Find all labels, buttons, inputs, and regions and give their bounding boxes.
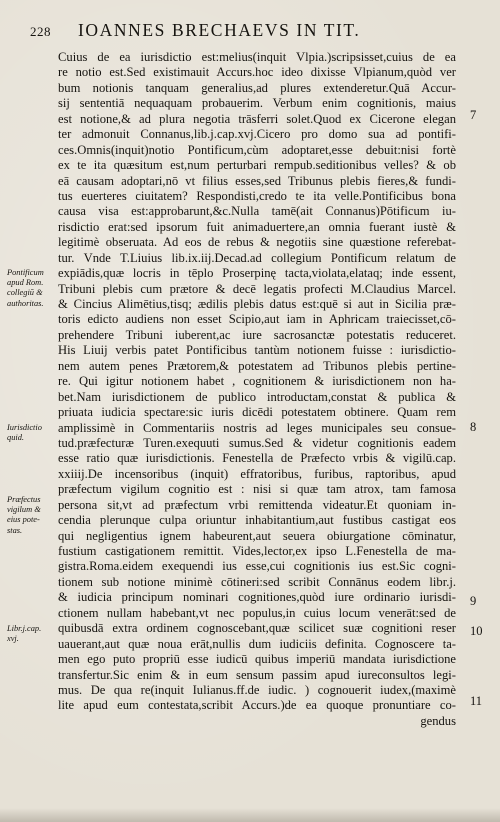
text-line: legitimè obseruata. Ad eos de rebus & negotiis sine quæstione referebat-: [58, 235, 456, 250]
text-line: His Liuij verbis patet Pontificibus tantùm notionem fuisse : iurisdictio-: [58, 343, 456, 358]
text-line: & iudicia principum nominari cognitiones,quòd iure ordinario iurisdi-: [58, 590, 456, 605]
margin-note-praefectus: [7, 495, 59, 536]
text-line: re notio est.Sed existimauit Accurs.hoc ideo dixisse Vlpianum,quòd ver: [58, 65, 456, 80]
main-text-block: [58, 50, 456, 729]
margin-note-line: Præfectus: [7, 495, 41, 504]
margin-note-pontificum: [7, 268, 59, 309]
text-line: men ego puto propriū esse iudicū quibus imperiū mandata iurisdictione: [58, 652, 456, 667]
text-line: risdictio erat:sed ipsorum fuit animaduertere,an omnia fuerant iustè &: [58, 219, 456, 234]
margin-note-line: eius pote-: [7, 515, 40, 525]
text-line: fustium castigationem remittit. Vides,lector,ex ipso L.Fenestella de ma-: [58, 544, 456, 558]
text-line: persona sit,vt ad præfectum vrbi remittenda videatur.Et quoniam in-: [58, 497, 456, 512]
text-line: uauerant,aut quæ noua erāt,nullis dum iudiciis definita. Cognoscere ta-: [58, 636, 456, 651]
text-line: tus euerteres ciuitatem? Respondisti,credo te ita velle.Pontificibus bona: [58, 188, 456, 203]
margin-note-line: authoritas.: [7, 298, 44, 308]
text-line: gistra.Roma.eidem exequendi ius esse,cui cognitionis ius est.Sic cogni-: [58, 559, 456, 574]
margin-note-line: vigilum &: [7, 505, 41, 515]
running-head: IOANNES BRECHAEVS IN TIT.: [78, 20, 361, 40]
text-line: causa visa est:approbarunt,&c.Nulla tamē(ait Connanus)Pōtificum iu-: [58, 204, 456, 219]
text-line: cendia plerunque culpa oriuntur inhabitantium,aut fustibus castigat eos: [58, 513, 456, 528]
margin-number: 10: [470, 624, 483, 638]
text-line: mus. De qua re(inquit Iulianus.ff.de iudic. ) cognouerit iudex,(maximè: [58, 682, 456, 697]
text-line: ctionem nullam habebant,vt nec populus,in cuius locum venerāt:sed de: [58, 605, 456, 620]
margin-note-line: xvj.: [7, 634, 19, 644]
text-line: esse ratio quæ iurisdictionis. Fenestella de Præfecto vrbis & vigilū.cap.: [58, 451, 456, 466]
page-header: [0, 18, 500, 44]
margin-note-line: stas.: [7, 525, 23, 535]
text-line: nem autem penes Prætorem,& potestatem ad Tribunos plebis pertine-: [58, 358, 456, 373]
text-line: priuata iudicia spectare:sic iuris dicēdi potestatem obtinere. Quam rem: [58, 405, 456, 420]
margin-number: 9: [470, 594, 477, 608]
text-line: ter admonuit Connanus,lib.j.cap.xvj.Cicero pro domo sua ad pontifi-: [58, 127, 456, 142]
text-line: tionem sub notione minimè cōtineri:sed scribit Connānus eodem libr.j.: [58, 574, 456, 589]
margin-note-line: Iurisdictio: [7, 423, 42, 432]
text-line: tur. Vnde T.Liuius lib.ix.iij.Decad.ad collegium Pontificum relatum de: [58, 250, 456, 265]
text-line: Cuius de ea iurisdictio est:melius(inquit Vlpia.)scripsisset,cuius de ea: [58, 50, 456, 64]
text-line: lite apud eum contestata,scribit Accurs.)de ea quoque pronuntiare co-: [58, 698, 456, 713]
text-line: toris edicto audiens non esset Scipio,aut iam in Aphricam traiecisset,cō-: [58, 312, 456, 327]
text-line: sij sententiā nequaquam probauerim. Verbum enim cognitionis, maius: [58, 96, 456, 111]
text-line: ces.Omnis(inquit)notio Pontificum,cùm adoptaret,esse debuit:nisi fortè: [58, 142, 456, 157]
text-line: gendus: [420, 713, 456, 728]
text-line: qui negligentius ignem habeurent,aut seuera obiurgatione cōminatur,: [58, 528, 456, 543]
page-edge-shadow: [0, 808, 500, 822]
margin-number: 8: [470, 420, 477, 434]
margin-number: 7: [470, 108, 477, 122]
text-line: & Cincius Alimētius,tisq; ædilis plebis datus est:quē si aut in Sicilia præ-: [58, 297, 456, 311]
text-line: expiādis,quæ locris in tēplo Proserpinę tacta,violata,elataq; inde essent,: [58, 266, 456, 281]
text-line: transfertur.Sic enim & in eum sensum passim apud iureconsultos legi-: [58, 667, 456, 682]
text-line: est notione,& ad plura negotia trāsferri solet.Quod ex Cicerone elegan: [58, 111, 456, 126]
page-number: 228: [30, 24, 51, 39]
text-line: præfectum vigilum cognitio est : nisi si quæ tam atrox, tam famosa: [58, 482, 456, 497]
text-line: eā causam adoptari,nō vt filius esses,sed Tribunus plebis fieres,& fundi-: [58, 173, 456, 188]
text-line: bet.Nam iurisdictionem de publico introductam,constat & publica &: [58, 389, 456, 404]
margin-note-line: Libr.j.cap.: [7, 624, 42, 633]
margin-note-iurisdictio: [7, 423, 59, 443]
text-line: quibusdā extra ordinem cognoscebant,quæ scilicet suæ cognitioni reser: [58, 621, 456, 636]
text-line: prehendere Tribuni iuberent,ac iure sacrosanctæ potestatis reduceret.: [58, 327, 456, 342]
margin-note-line: Pontificum: [7, 268, 44, 277]
text-line: bum notionis tanquam generalius,ad plures extenderetur.Quā Accur-: [58, 80, 456, 95]
text-line: tud.præfecturæ Turen.exequuti sumus.Sed & videtur cognitionis eadem: [58, 435, 456, 450]
text-line: xxiiij.De incensoribus (inquit) effratoribus, furibus, raptoribus, apud: [58, 466, 456, 481]
margin-number: 11: [470, 694, 483, 708]
text-line: re. Qui igitur notionem habet , cognitionem & iurisdictionem non ha-: [58, 374, 456, 389]
margin-note-libri: [7, 624, 59, 644]
text-line: Tribuni plebis cum prætore & decē legatis profecti M.Claudius Marcel.: [58, 281, 456, 296]
margin-note-line: quid.: [7, 433, 24, 443]
text-line: amplissimè in Commentariis nostris ad leges municipales seu consue-: [58, 420, 456, 435]
margin-note-line: collegiū &: [7, 288, 43, 298]
text-line: ex te ita quæsitum est,num perturbari rempub.seditionibus velles? & ob: [58, 158, 456, 173]
margin-note-line: apud Rom.: [7, 278, 44, 288]
